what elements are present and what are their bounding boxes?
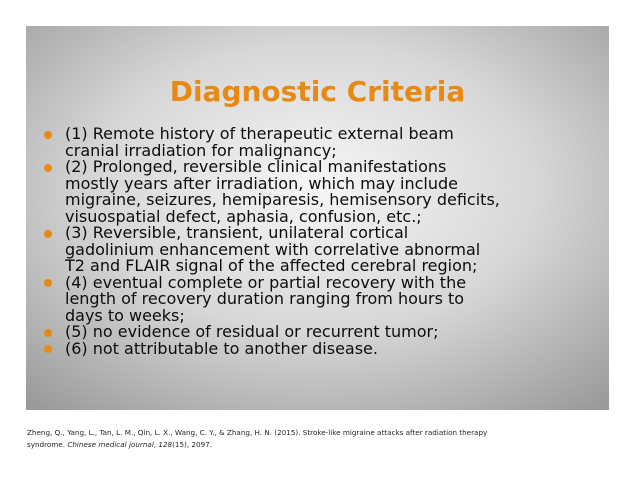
citation-source: syndrome. Chinese medical journal, 128(15), 2097. — [27, 440, 213, 449]
criteria-item — [40, 272, 606, 325]
criteria-item — [40, 338, 606, 358]
citation-prefix: syndrome. — [27, 440, 66, 449]
citation-suffix: (15), 2097. — [172, 440, 213, 449]
citation — [27, 427, 612, 451]
bullet-icon — [44, 345, 52, 353]
criteria-item — [40, 126, 606, 159]
criteria-text: (2) Prolonged, reversible clinical manifestations mostly years after irradiation, which may include migraine, seizures, hemiparesis, hemisensory deficits, visuospatial defect, aphasia, confusion, etc.; — [65, 157, 500, 226]
bullet-icon — [44, 131, 52, 139]
criteria-text: (1) Remote history of therapeutic external beam cranial irradiation for malignancy; — [65, 124, 454, 160]
slide-title: Diagnostic Criteria — [169, 75, 466, 108]
criteria-text: (6) not attributable to another disease. — [65, 338, 378, 358]
criteria-item — [40, 159, 606, 225]
bullet-icon — [44, 230, 52, 238]
criteria-text: (4) eventual complete or partial recovery with the length of recovery duration ranging from hours to days to weeks; — [65, 272, 467, 325]
citation-authors: Zheng, Q., Yang, L., Tan, L. M., Qin, L. X., Wang, C. Y., & Zhang, H. N. (2015). Stroke-like migraine attacks after radiation therapy — [27, 428, 488, 437]
criteria-item — [40, 225, 606, 275]
criteria-text: (5) no evidence of residual or recurrent tumor; — [65, 322, 439, 341]
bullet-icon — [44, 329, 52, 337]
citation-volume: 128 — [158, 440, 173, 449]
criteria-list — [40, 126, 606, 357]
criteria-text: (3) Reversible, transient, unilateral cortical gadolinium enhancement with correlative abnormal T2 and FLAIR signal of the affected cerebral region; — [65, 223, 481, 275]
citation-journal: Chinese medical journal — [67, 440, 154, 449]
bullet-icon — [44, 279, 52, 287]
bullet-icon — [44, 164, 52, 172]
